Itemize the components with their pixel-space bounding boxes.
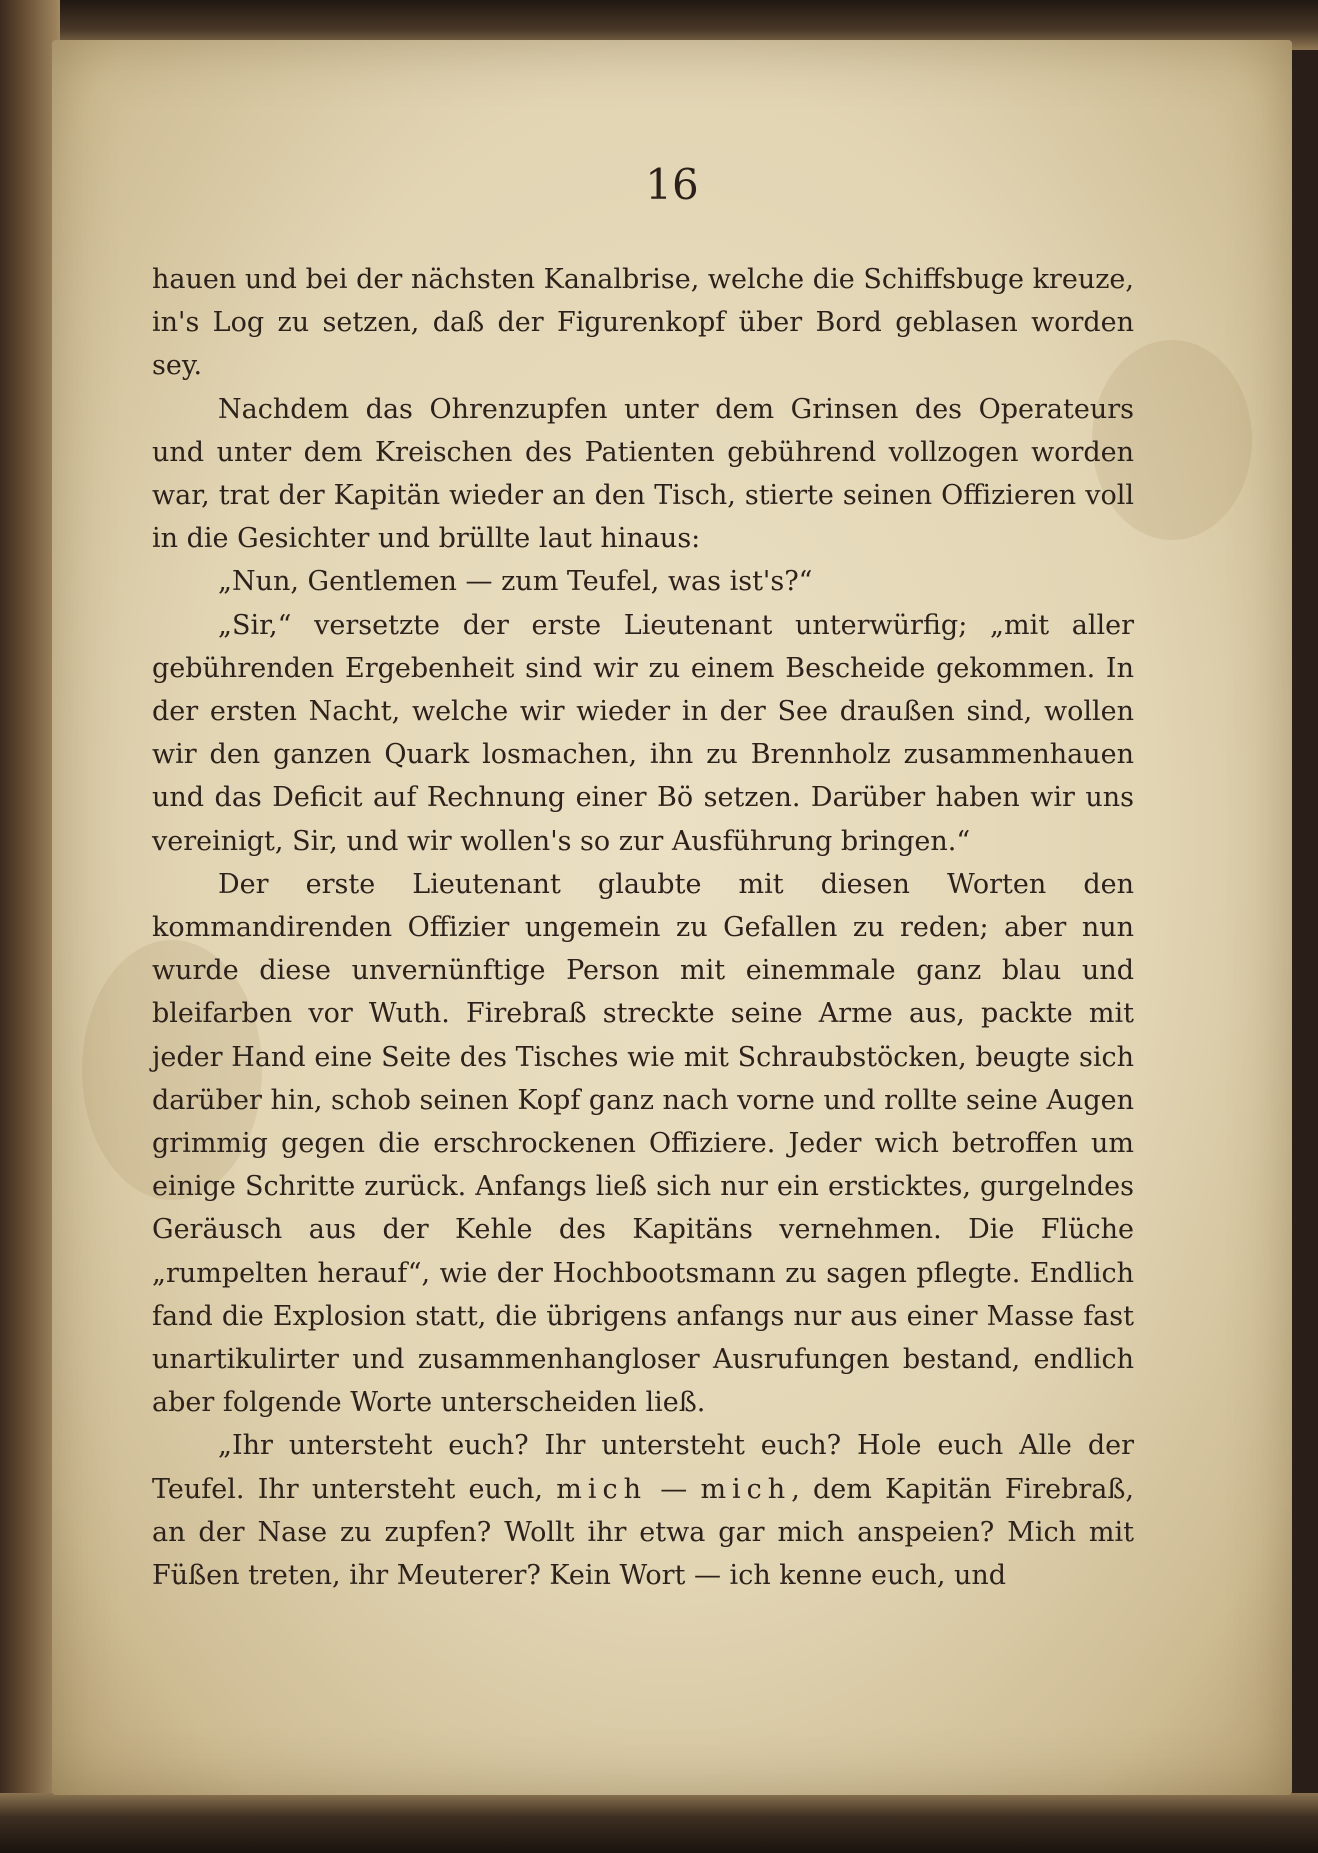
- paragraph: [152, 863, 1134, 1425]
- paragraph: [152, 1424, 1134, 1597]
- book-left-edge: [0, 0, 60, 1853]
- paragraph-text: „Ihr untersteht euch? Ihr untersteht euch? Hole euch Alle der Teufel. Ihr untersteht euch,: [152, 1430, 1134, 1505]
- paragraph: [152, 560, 1134, 603]
- emphasized-text: mich: [700, 1473, 792, 1505]
- emphasized-text: mich: [556, 1473, 647, 1505]
- book-bottom-edge: [0, 1793, 1318, 1853]
- paragraph-text: „Nun, Gentlemen — zum Teufel, was ist's?“: [218, 566, 813, 598]
- paragraph: [152, 258, 1134, 388]
- book-page: [52, 40, 1292, 1795]
- paragraph-text: Nachdem das Ohrenzupfen unter dem Grinsen des Operateurs und unter dem Kreischen des Patienten gebührend vollzogen worden war, trat der Kapitän wieder an den Tisch, stierte seinen Offizieren voll in die Gesichter und brüllte laut hinaus:: [152, 393, 1134, 555]
- paragraph-text: hauen und bei der nächsten Kanalbrise, welche die Schiffsbuge kreuze, in's Log zu setzen, daß der Figurenkopf über Bord geblasen worden sey.: [152, 264, 1134, 382]
- paragraph-text: —: [646, 1473, 701, 1505]
- paragraph-text: , dem Kapitän Firebraß, an der Nase zu zupfen? Wollt ihr etwa gar mich anspeien? Mich mit Füßen treten, ihr Meuterer? Kein Wort — ich kenne euch, und: [152, 1473, 1134, 1592]
- paragraph-text: „Sir,“ versetzte der erste Lieutenant unterwürfig; „mit aller gebührenden Ergebenheit sind wir zu einem Bescheide gekommen. In der ersten Nacht, welche wir wieder in der See draußen sind, wollen wir den ganzen Quark losmachen, ihn zu Brennholz zusammenhauen und das Deficit auf Rechnung einer Bö setzen. Darüber haben wir uns vereinigt, Sir, und wir wollen's so zur Ausführung bringen.“: [152, 609, 1134, 857]
- paragraph: [152, 388, 1134, 561]
- paragraph: [152, 604, 1134, 863]
- paragraph-text: Der erste Lieutenant glaubte mit diesen Worten den kommandirenden Offizier ungemein zu Gefallen zu reden; aber nun wurde diese unvernünftige Person mit einemmale ganz blau und bleifarben vor Wuth. Firebraß streckte seine Arme aus, packte mit jeder Hand eine Seite des Tisches wie mit Schraubstöcken, beugte sich darüber hin, schob seinen Kopf ganz nach vorne und rollte seine Augen grimmig gegen die erschrockenen Offiziere. Jeder wich betroffen um einige Schritte zurück. Anfangs ließ sich nur ein ersticktes, gurgelndes Geräusch aus der Kehle des Kapitäns vernehmen. Die Flüche „rumpelten herauf“, wie der Hochbootsmann zu sagen pflegte. Endlich fand die Explosion statt, die übrigens anfangs nur aus einer Masse fast unartikulirter und zusammenhangloser Ausrufungen bestand, endlich aber folgende Worte unterscheiden ließ.: [152, 868, 1134, 1419]
- body-text: [152, 258, 1134, 1597]
- page-number: 16: [645, 160, 699, 209]
